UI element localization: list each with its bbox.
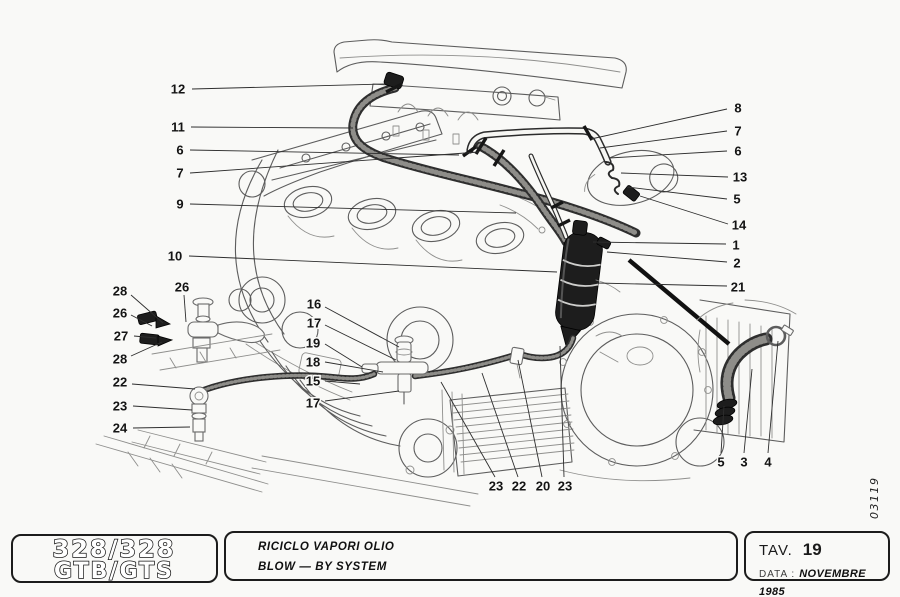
tav-label: TAV. <box>759 542 793 559</box>
callout-number: 23 <box>112 398 128 414</box>
callout-number: 24 <box>112 420 128 436</box>
callout-number: 19 <box>305 335 321 351</box>
tav-number: 19 <box>802 540 822 559</box>
date-value: NOVEMBRE 1985 <box>759 568 866 597</box>
callout-number: 26 <box>174 279 190 295</box>
callout-number: 13 <box>732 169 748 185</box>
leader-line <box>768 341 778 453</box>
alternator <box>578 142 682 215</box>
callout-number: 10 <box>167 248 183 264</box>
leader-line <box>133 427 190 428</box>
leader-line <box>627 187 727 199</box>
breather-pipe <box>463 126 640 202</box>
leader-line <box>325 344 362 367</box>
inset-breather-valve <box>137 298 280 370</box>
model-logo-top: 328/328 <box>52 536 176 563</box>
leader-line <box>132 384 195 389</box>
drawing-title-box <box>224 531 738 581</box>
leader-line <box>190 204 516 213</box>
callout-number: 6 <box>176 142 184 158</box>
leader-line <box>133 406 192 410</box>
callout-number: 9 <box>176 196 184 212</box>
callout-number: 23 <box>557 478 573 494</box>
callout-number: 26 <box>112 305 128 321</box>
callout-number: 1 <box>732 237 740 253</box>
callout-number: 18 <box>305 354 321 370</box>
model-logo <box>13 536 216 581</box>
callout-number: 3 <box>740 454 748 470</box>
callout-number: 16 <box>306 296 322 312</box>
leader-line <box>192 84 385 89</box>
callout-number: 15 <box>305 373 321 389</box>
drawing-title-italian: RICICLO VAPORI OLIO <box>258 541 395 553</box>
callout-number: 2 <box>733 255 741 271</box>
leader-line <box>591 109 727 139</box>
leader-line <box>325 325 396 360</box>
callout-number: 22 <box>511 478 527 494</box>
callout-number: 21 <box>730 279 746 295</box>
leader-line <box>191 127 353 128</box>
callout-number: 22 <box>112 374 128 390</box>
callout-number: 28 <box>112 283 128 299</box>
leader-line <box>600 131 727 148</box>
model-logo-bottom: GTB/GTS <box>53 559 175 581</box>
leader-line <box>640 196 728 224</box>
callout-number: 5 <box>717 454 725 470</box>
callout-number: 17 <box>305 395 321 411</box>
date-label: DATA : <box>759 569 796 580</box>
callout-number: 4 <box>764 454 772 470</box>
callout-number: 23 <box>488 478 504 494</box>
bell-housing <box>560 300 790 466</box>
callout-number: 7 <box>176 165 184 181</box>
leader-line <box>482 373 518 477</box>
lower-hose <box>415 347 524 378</box>
callout-number: 6 <box>734 143 742 159</box>
cam-belt-cover <box>229 111 442 342</box>
callout-number: 12 <box>170 81 186 97</box>
model-logo-box <box>11 534 218 583</box>
plate-code: 03119 <box>868 476 881 519</box>
leader-line <box>190 150 459 155</box>
leader-line <box>621 173 728 177</box>
leader-line <box>184 295 186 322</box>
callout-number: 20 <box>535 478 551 494</box>
drawing-title-english: BLOW — BY SYSTEM <box>258 561 387 573</box>
callout-number: 27 <box>113 328 129 344</box>
separator-bracket <box>596 280 620 292</box>
callout-number: 14 <box>731 217 747 233</box>
leader-line <box>607 252 727 262</box>
callout-number: 17 <box>306 315 322 331</box>
callout-number: 11 <box>171 119 185 135</box>
table-number-box <box>744 531 890 597</box>
inset-breather-hose <box>697 300 796 426</box>
callout-number: 7 <box>734 123 742 139</box>
leader-line <box>325 307 399 347</box>
leader-line <box>593 242 726 244</box>
leader-line <box>189 256 557 272</box>
leader-line <box>744 369 752 453</box>
callout-number: 5 <box>733 191 741 207</box>
callout-number: 8 <box>734 100 742 116</box>
one-way-valve <box>606 162 619 194</box>
drain-hose <box>204 374 374 390</box>
leader-line <box>325 391 399 401</box>
chassis-lines <box>96 436 690 506</box>
callout-number: 28 <box>112 351 128 367</box>
